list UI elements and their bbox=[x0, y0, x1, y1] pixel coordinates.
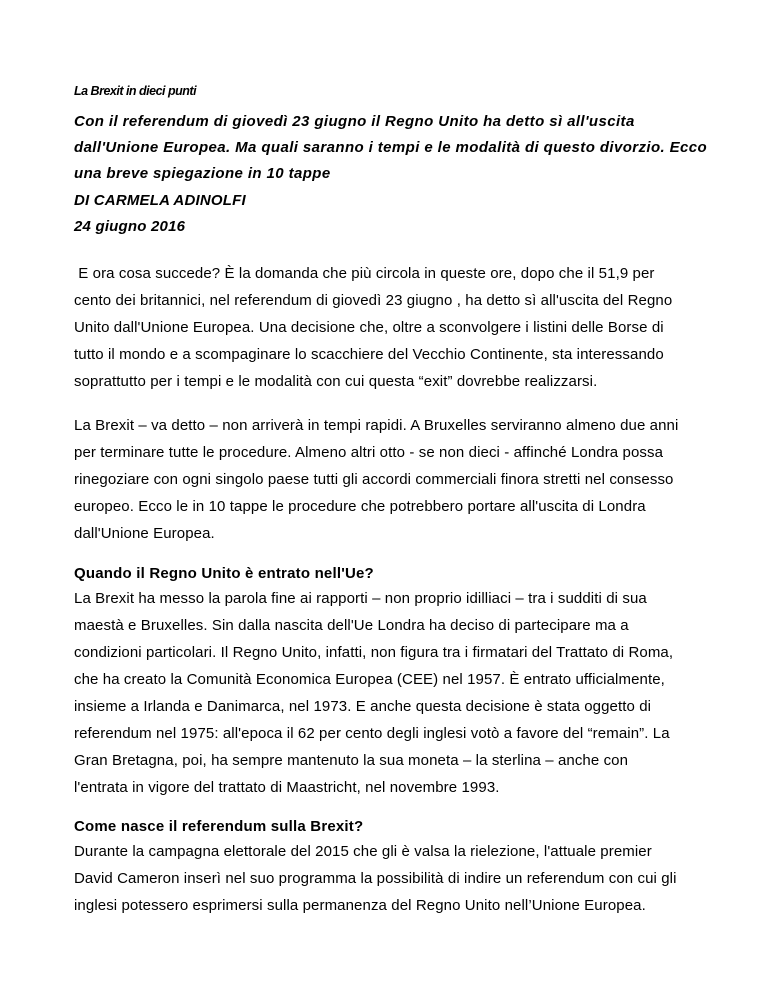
lead-line: Con il referendum di giovedì 23 giugno il Regno Unito ha detto sì all'uscita bbox=[74, 113, 635, 130]
paragraph-line: inglesi potessero esprimersi sulla permanenza del Regno Unito nell’Unione Europea. bbox=[74, 897, 646, 914]
paragraph-history bbox=[74, 585, 714, 801]
paragraph-line: Unito dall'Unione Europea. Una decisione che, oltre a sconvolgere i listini delle Borse di bbox=[74, 319, 664, 336]
paragraph-line: E ora cosa succede? È la domanda che più circola in queste ore, dopo che il 51,9 per bbox=[74, 265, 655, 282]
lead-line: una breve spiegazione in 10 tappe bbox=[74, 165, 331, 182]
paragraph-line: referendum nel 1975: all'epoca il 62 per cento degli inglesi votò a favore del “remain”. La bbox=[74, 725, 670, 742]
article-lead bbox=[74, 109, 714, 187]
paragraph-line: tutto il mondo e a scompaginare lo scacchiere del Vecchio Continente, sta interessando bbox=[74, 346, 664, 363]
byline bbox=[74, 188, 246, 240]
paragraph-line: cento dei britannici, nel referendum di giovedì 23 giugno , ha detto sì all'uscita del Regno bbox=[74, 292, 673, 309]
section-heading: Quando il Regno Unito è entrato nell'Ue? bbox=[74, 565, 374, 582]
paragraph-line: rinegoziare con ogni singolo paese tutti gli accordi commerciali finora stretti nel consesso bbox=[74, 471, 674, 488]
section-heading: Come nasce il referendum sulla Brexit? bbox=[74, 818, 364, 835]
paragraph-line: maestà e Bruxelles. Sin dalla nascita dell'Ue Londra ha deciso di partecipare ma a bbox=[74, 617, 629, 634]
paragraph-line: l'entrata in vigore del trattato di Maastricht, nel novembre 1993. bbox=[74, 779, 500, 796]
article-kicker: La Brexit in dieci punti bbox=[74, 84, 197, 98]
author-name: DI CARMELA ADINOLFI bbox=[74, 192, 246, 209]
paragraph-line: per terminare tutte le procedure. Almeno altri otto - se non dieci - affinché Londra possa bbox=[74, 444, 664, 461]
paragraph-intro bbox=[74, 260, 714, 395]
paragraph-line: soprattutto per i tempi e le modalità con cui questa “exit” dovrebbe realizzarsi. bbox=[74, 373, 598, 390]
paragraph-line: La Brexit ha messo la parola fine ai rapporti – non proprio idilliaci – tra i sudditi di sua bbox=[74, 590, 647, 607]
paragraph-line: David Cameron inserì nel suo programma la possibilità di indire un referendum con cui gli bbox=[74, 870, 677, 887]
paragraph-line: condizioni particolari. Il Regno Unito, infatti, non figura tra i firmatari del Trattato di Roma, bbox=[74, 644, 674, 661]
paragraph-line: Durante la campagna elettorale del 2015 che gli è valsa la rielezione, l'attuale premier bbox=[74, 843, 652, 860]
paragraph-line: La Brexit – va detto – non arriverà in tempi rapidi. A Bruxelles serviranno almeno due anni bbox=[74, 417, 679, 434]
publish-date: 24 giugno 2016 bbox=[74, 218, 186, 235]
paragraph-line: europeo. Ecco le in 10 tappe le procedure che potrebbero portare all'uscita di Londra bbox=[74, 498, 646, 515]
paragraph-line: insieme a Irlanda e Danimarca, nel 1973. E anche questa decisione è stata oggetto di bbox=[74, 698, 652, 715]
paragraph-line: Gran Bretagna, poi, ha sempre mantenuto la sua moneta – la sterlina – anche con bbox=[74, 752, 629, 769]
paragraph-referendum bbox=[74, 838, 714, 919]
paragraph-line: che ha creato la Comunità Economica Europea (CEE) nel 1957. È entrato ufficialmente, bbox=[74, 671, 665, 688]
paragraph-timing bbox=[74, 412, 714, 547]
lead-line: dall'Unione Europea. Ma quali saranno i tempi e le modalità di questo divorzio. Ecco bbox=[74, 139, 708, 156]
paragraph-line: dall'Unione Europea. bbox=[74, 525, 215, 542]
